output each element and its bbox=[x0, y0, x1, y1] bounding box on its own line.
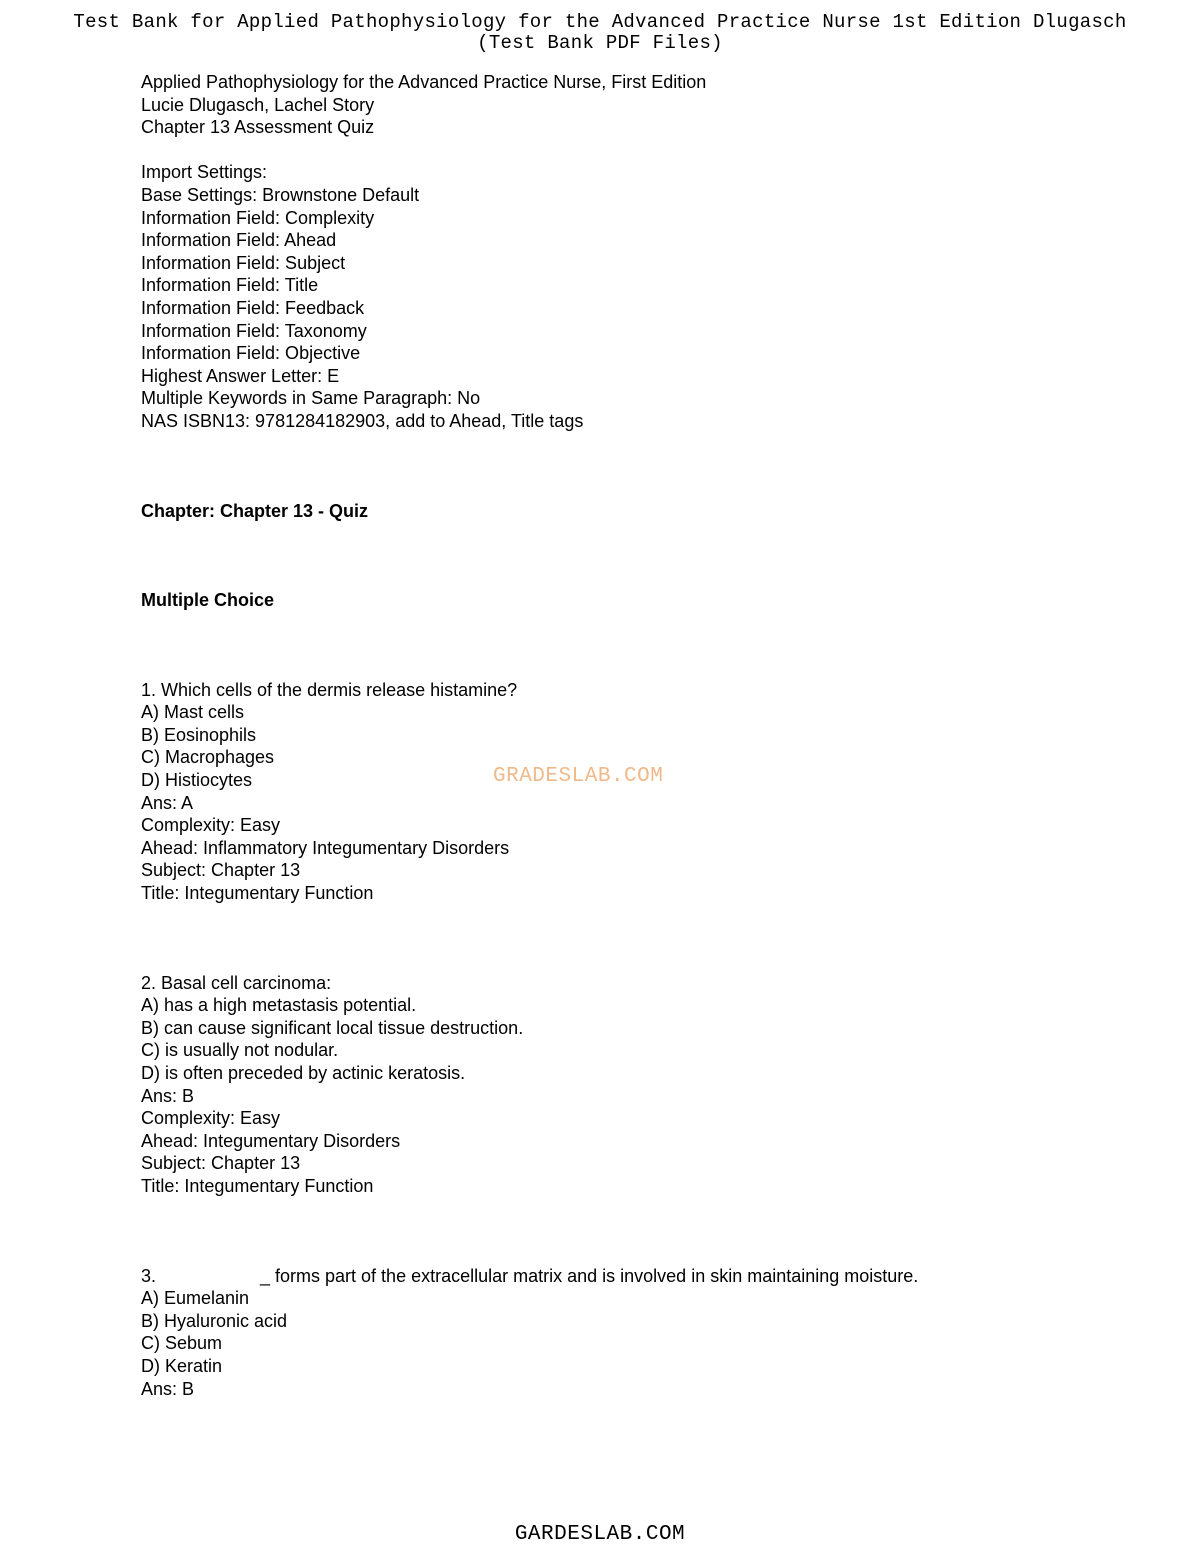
ahead-field: Ahead: Integumentary Disorders bbox=[141, 1130, 401, 1151]
import-settings-line: Base Settings: Brownstone Default bbox=[141, 184, 420, 205]
intro-block bbox=[141, 71, 1181, 139]
import-settings-line: Multiple Keywords in Same Paragraph: No bbox=[141, 388, 481, 409]
page-footer: GARDESLAB.COM bbox=[514, 1523, 686, 1546]
answer-option: B) can cause significant local tissue destruction. bbox=[141, 1017, 524, 1038]
answer-option: A) Mast cells bbox=[141, 702, 245, 723]
title-field: Title: Integumentary Function bbox=[141, 1175, 374, 1196]
import-settings-line: Import Settings: bbox=[141, 162, 268, 183]
answer-key: Ans: B bbox=[141, 1378, 195, 1399]
import-settings-line: Information Field: Feedback bbox=[141, 297, 365, 318]
answer-option: D) Histiocytes bbox=[141, 770, 253, 791]
complexity-field: Complexity: Easy bbox=[141, 815, 281, 836]
header-subtitle: (Test Bank PDF Files) bbox=[477, 32, 723, 54]
import-settings-line: Information Field: Subject bbox=[141, 252, 346, 273]
answer-option: D) is often preceded by actinic keratosis. bbox=[141, 1063, 466, 1083]
question-stem bbox=[141, 1265, 1181, 1288]
import-settings-line: Information Field: Complexity bbox=[141, 207, 375, 228]
question-stem: 2. Basal cell carcinoma: bbox=[141, 972, 332, 993]
import-settings-line: Highest Answer Letter: E bbox=[141, 365, 340, 386]
import-settings-line: Information Field: Taxonomy bbox=[141, 320, 367, 341]
chapter-heading: Chapter: Chapter 13 - Quiz bbox=[141, 500, 369, 521]
answer-key: Ans: B bbox=[141, 1085, 195, 1106]
answer-option: C) Macrophages bbox=[141, 747, 275, 768]
page-header bbox=[0, 12, 1200, 54]
import-settings-line: Information Field: Title bbox=[141, 275, 319, 296]
answer-option: B) Eosinophils bbox=[141, 724, 257, 745]
section-heading: Multiple Choice bbox=[141, 590, 275, 611]
answer-option: C) is usually not nodular. bbox=[141, 1040, 339, 1061]
answer-option: C) Sebum bbox=[141, 1333, 223, 1354]
question-stem-text: _ forms part of the extracellular matrix and is involved in skin maintaining moisture. bbox=[260, 1265, 919, 1286]
answer-option: B) Hyaluronic acid bbox=[141, 1310, 288, 1331]
title-field: Title: Integumentary Function bbox=[141, 883, 374, 904]
question-number: 3. bbox=[141, 1265, 157, 1286]
watermark: GRADESLAB.COM bbox=[493, 765, 664, 788]
question-3 bbox=[141, 1265, 1181, 1401]
import-settings-line: Information Field: Objective bbox=[141, 343, 361, 364]
import-settings-line: NAS ISBN13: 9781284182903, add to Ahead, Title tags bbox=[141, 410, 584, 431]
answer-option: A) Eumelanin bbox=[141, 1288, 250, 1309]
question-stem: 1. Which cells of the dermis release histamine? bbox=[141, 679, 518, 700]
import-settings bbox=[141, 161, 1181, 432]
answer-option: A) has a high metastasis potential. bbox=[141, 995, 417, 1016]
question-1 bbox=[141, 679, 1181, 905]
import-settings-line: Information Field: Ahead bbox=[141, 230, 337, 251]
ahead-field: Ahead: Inflammatory Integumentary Disorders bbox=[141, 837, 510, 858]
quiz-title: Chapter 13 Assessment Quiz bbox=[141, 117, 375, 138]
subject-field: Subject: Chapter 13 bbox=[141, 860, 301, 881]
document-body bbox=[141, 71, 1181, 1400]
answer-option: D) Keratin bbox=[141, 1355, 223, 1376]
answer-key: Ans: A bbox=[141, 792, 194, 813]
header-title: Test Bank for Applied Pathophysiology for the Advanced Practice Nurse 1st Edition Dlugasch bbox=[73, 11, 1127, 33]
complexity-field: Complexity: Easy bbox=[141, 1108, 281, 1129]
book-title: Applied Pathophysiology for the Advanced Practice Nurse, First Edition bbox=[141, 72, 707, 92]
question-2 bbox=[141, 972, 1181, 1198]
subject-field: Subject: Chapter 13 bbox=[141, 1153, 301, 1174]
authors: Lucie Dlugasch, Lachel Story bbox=[141, 94, 375, 115]
